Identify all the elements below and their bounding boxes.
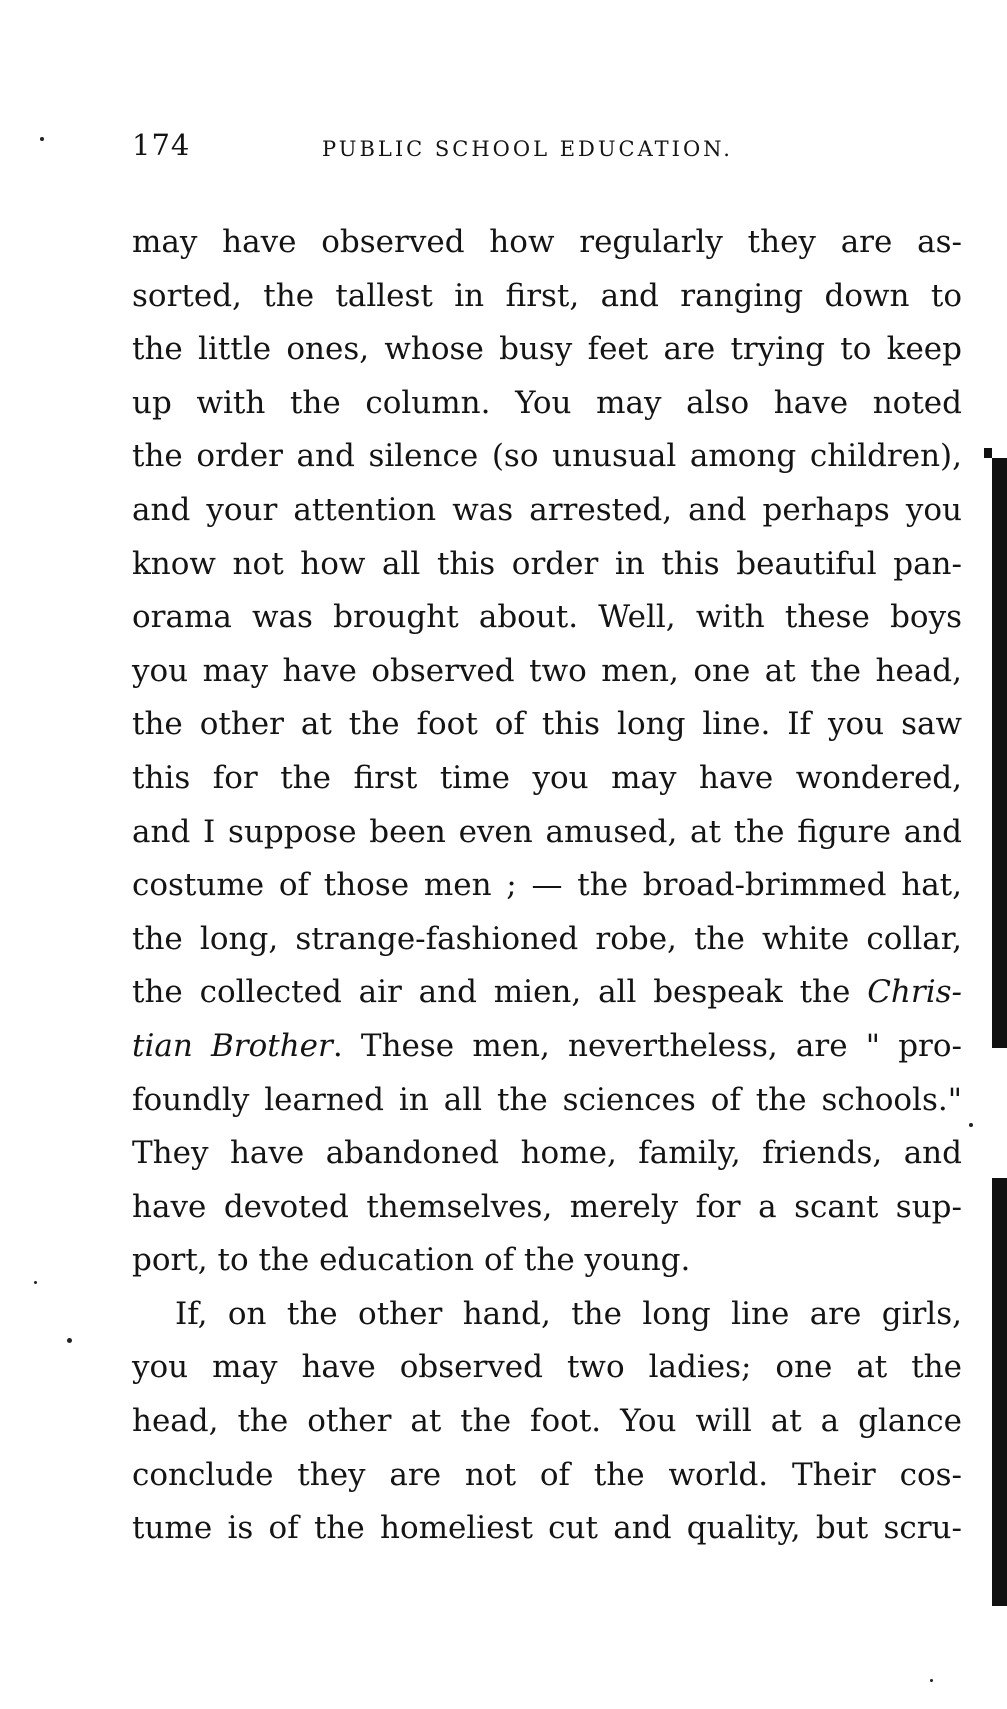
text-line: and your attention was arrested, and perhaps you (132, 491, 962, 528)
italic-text: tian Brother (132, 1027, 333, 1064)
text-line: the long, strange-fashioned robe, the white collar, (132, 920, 962, 957)
scan-edge-shadow (992, 1178, 1007, 1606)
text-line: the other at the foot of this long line. If you saw (132, 706, 962, 743)
scan-speck (34, 1281, 37, 1284)
paragraph-first-line: If, on the other hand, the long line are girls, (175, 1295, 962, 1332)
text-line: the order and silence (so unusual among children), (132, 438, 962, 475)
text-line: tume is of the homeliest cut and quality, but scru- (132, 1510, 962, 1547)
text-segment: . These men, nevertheless, are " pro- (332, 1027, 962, 1064)
paragraph-last-line: port, to the education of the young. (132, 1242, 691, 1279)
text-line: sorted, the tallest in first, and ranging down to (132, 277, 962, 314)
running-head: PUBLIC SCHOOL EDUCATION. (322, 137, 733, 161)
page-number: 174 (132, 128, 191, 162)
scan-edge-shadow (984, 448, 992, 458)
text-line: you may have observed two men, one at the head, (132, 652, 962, 689)
text-line: orama was brought about. Well, with these boys (132, 599, 962, 636)
text-line: and I suppose been even amused, at the figure and (132, 813, 962, 850)
scan-speck (67, 1338, 72, 1343)
scan-edge-shadow (992, 458, 1007, 1048)
text-line: may have observed how regularly they are as- (132, 224, 962, 260)
text-line: have devoted themselves, merely for a scant sup- (132, 1188, 962, 1225)
text-line: conclude they are not of the world. Their cos- (132, 1456, 962, 1493)
text-line: you may have observed two ladies; one at the (132, 1349, 962, 1386)
text-line: They have abandoned home, family, friends, and (132, 1135, 962, 1172)
scan-speck (930, 1679, 933, 1682)
text-line: the little ones, whose busy feet are trying to keep (132, 331, 962, 368)
text-line (132, 966, 962, 1020)
text-line: foundly learned in all the sciences of the schools." (132, 1081, 962, 1118)
page-header (132, 128, 962, 168)
text-line: this for the first time you may have wondered, (132, 759, 962, 796)
text-line: head, the other at the foot. You will at a glance (132, 1403, 962, 1440)
text-line: know not how all this order in this beautiful pan- (132, 545, 962, 582)
text-line: costume of those men ; — the broad-brimmed hat, (132, 867, 962, 904)
text-segment: the collected air and mien, all bespeak the (132, 974, 868, 1011)
italic-text: Chris- (867, 974, 962, 1011)
text-line (132, 1020, 962, 1074)
body-text (132, 216, 962, 1556)
scan-speck (40, 137, 44, 141)
scan-speck (969, 1123, 973, 1127)
text-line: up with the column. You may also have noted (132, 384, 962, 421)
